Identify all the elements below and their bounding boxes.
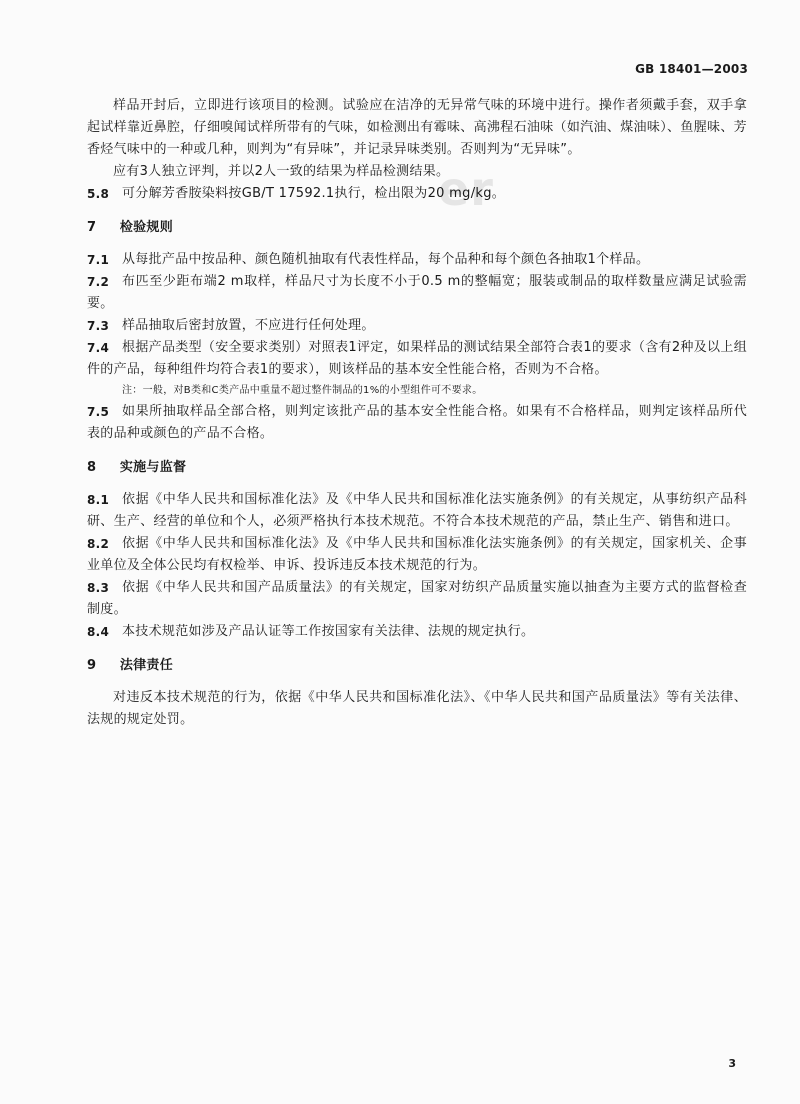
clause-text: 可分解芳香胺染料按GB/T 17592.1执行，检出限为20 mg/kg。 <box>122 186 506 201</box>
clause-8-4 <box>87 621 747 643</box>
clause-7-4-note: 注：一般，对B类和C类产品中重量不超过整件制品的1%的小型组件可不要求。 <box>122 385 483 396</box>
clause-7-1 <box>87 249 747 271</box>
page-number: 3 <box>728 1057 736 1070</box>
section-title: 法律责任 <box>119 658 174 673</box>
section-number: 7 <box>87 220 97 235</box>
clause-text: 根据产品类型（安全要求类别）对照表1评定，如果样品的测试结果全部符合表1的要求（含有2种及以上组件的产品，每种组件均符合表1的要求），则该样品的基本安全性能合格，否则为不合格。 <box>87 340 747 377</box>
clause-text: 本技术规范如涉及产品认证等工作按国家有关法律、法规的规定执行。 <box>122 624 535 639</box>
clause-8-2 <box>87 533 747 577</box>
clause-number: 7.3 <box>87 319 110 333</box>
section-heading-9 <box>87 655 747 677</box>
section-heading-8 <box>87 457 747 479</box>
clause-number: 8.3 <box>87 581 110 595</box>
clause-text: 依据《中华人民共和国产品质量法》的有关规定，国家对纺织产品质量实施以抽查为主要方式的监督检查制度。 <box>87 580 747 617</box>
clause-5-8 <box>87 183 747 205</box>
clause-7-4 <box>87 337 747 381</box>
standard-code-header: GB 18401—2003 <box>635 62 748 76</box>
clause-text: 样品抽取后密封放置，不应进行任何处理。 <box>122 318 375 333</box>
clause-number: 7.5 <box>87 405 110 419</box>
clause-text: 从每批产品中按品种、颜色随机抽取有代表性样品，每个品种和每个颜色各抽取1个样品。 <box>122 252 650 267</box>
clause-text: 依据《中华人民共和国标准化法》及《中华人民共和国标准化法实施条例》的有关规定，国家机关、企事业单位及全体公民均有权检举、申诉、投诉违反本技术规范的行为。 <box>87 536 747 573</box>
clause-number: 8.4 <box>87 625 110 639</box>
section-title: 实施与监督 <box>119 460 187 475</box>
section-9-text: 对违反本技术规范的行为，依据《中华人民共和国标准化法》、《中华人民共和国产品质量法》等有关法律、法规的规定处罚。 <box>87 690 747 727</box>
clause-text: 如果所抽取样品全部合格，则判定该批产品的基本安全性能合格。如果有不合格样品，则判定该样品所代表的品种或颜色的产品不合格。 <box>87 404 747 441</box>
clause-text: 布匹至少距布端2 m取样，样品尺寸为长度不小于0.5 m的整幅宽；服装或制品的取样数量应满足试验需要。 <box>87 274 747 311</box>
clause-number: 7.2 <box>87 275 110 289</box>
section-number: 9 <box>87 658 97 673</box>
clause-number: 5.8 <box>87 187 110 201</box>
section-number: 8 <box>87 460 97 475</box>
clause-number: 7.1 <box>87 253 110 267</box>
clause-7-3 <box>87 315 747 337</box>
intro-paragraph-2: 应有3人独立评判，并以2人一致的结果为样品检测结果。 <box>113 164 450 179</box>
clause-number: 8.1 <box>87 493 110 507</box>
clause-number: 7.4 <box>87 341 110 355</box>
section-heading-7 <box>87 217 747 239</box>
watermark: er <box>438 162 494 216</box>
clause-7-5 <box>87 401 747 445</box>
clause-number: 8.2 <box>87 537 110 551</box>
intro-paragraph-1: 样品开封后，立即进行该项目的检测。试验应在洁净的无异常气味的环境中进行。操作者须戴手套，双手拿起试样靠近鼻腔，仔细嗅闻试样所带有的气味，如检测出有霉味、高沸程石油味（如汽油、煤油味）、鱼腥味、芳香烃气味中的一种或几种，则判为“有异味”，并记录异味类别。否则判为“无异味”。 <box>87 98 747 157</box>
clause-7-2 <box>87 271 747 315</box>
clause-text: 依据《中华人民共和国标准化法》及《中华人民共和国标准化法实施条例》的有关规定，从事纺织产品科研、生产、经营的单位和个人，必须严格执行本技术规范。不符合本技术规范的产品，禁止生产、销售和进口。 <box>87 492 747 529</box>
clause-8-1 <box>87 489 747 533</box>
clause-8-3 <box>87 577 747 621</box>
document-body <box>87 95 747 731</box>
section-title: 检验规则 <box>119 220 174 235</box>
